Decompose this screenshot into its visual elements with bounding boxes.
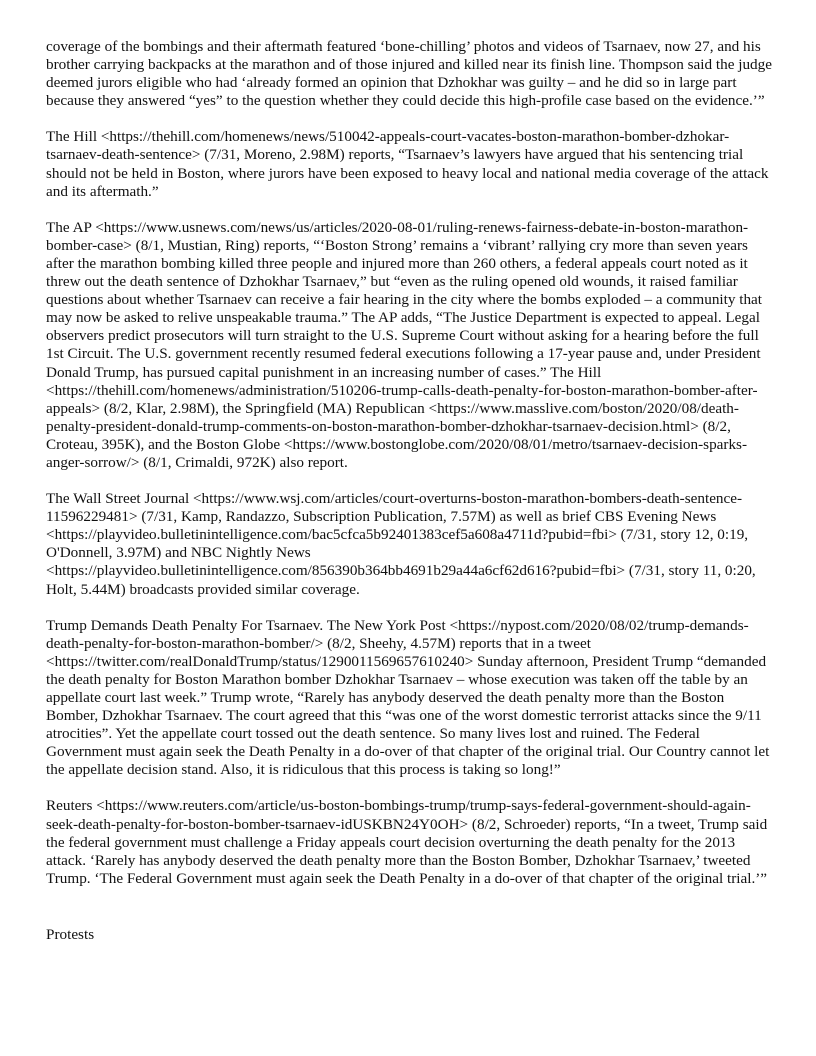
paragraph-the-hill-report: The Hill <https://thehill.com/homenews/news/510042-appeals-court-vacates-boston-marathon-bomber-dzhokar-tsarnaev-death-sentence> (7/31, Moreno, 2.98M) reports, “Tsarnaev’s lawyers have argued that his sentencing trial should not be held in Boston, where jurors have been exposed to heavy local and national media coverage of the attack and its aftermath.”	[46, 128, 769, 200]
section-heading-protests: Protests	[46, 925, 95, 943]
document-page	[46, 38, 776, 944]
paragraph-trump-demands-death-penalty: Trump Demands Death Penalty For Tsarnaev. The New York Post <https://nypost.com/2020/08/02/trump-demands-death-penalty-for-boston-marathon-bomber/> (8/2, Sheehy, 4.57M) reports that in a tweet <https://twitter.com/realDonaldTrump/status/1290011569657610240> Sunday afternoon, President Trump “demanded the death penalty for Boston Marathon bomber Dzhokhar Tsarnaev – whose execution was taken off the table by an appellate court last week.” Trump wrote, “Rarely has anybody deserved the death penalty more than the Boston Bomber, Dzhokhar Tsarnaev. The court agreed that this “was one of the worst domestic terrorist attacks since the 9/11 atrocities”. Yet the appellate court tossed out the death sentence. So many lives lost and ruined. The Federal Government must again seek the Death Penalty in a do-over of that chapter of the original trial. Our Country cannot let the appellate decision stand. Also, it is ridiculous that this process is taking so long!”	[46, 616, 770, 779]
paragraph-reuters-report: Reuters <https://www.reuters.com/article/us-boston-bombings-trump/trump-says-federal-government-should-again-seek-death-penalty-for-boston-bomber-tsarnaev-idUSKBN24Y0OH> (8/2, Schroeder) reports, “In a tweet, Trump said the federal government must challenge a Friday appeals court decision overturning the death penalty for the 2013 attack. ‘Rarely has anybody deserved the death penalty more than the Boston Bomber, Dzhokhar Tsarnaev,’ tweeted Trump. ‘The Federal Government must again seek the Death Penalty in a do-over of that chapter of the original trial.’”	[46, 797, 768, 887]
paragraph-coverage-continuation: coverage of the bombings and their aftermath featured ‘bone-chilling’ photos and videos of Tsarnaev, now 27, and his brother carrying backpacks at the marathon and of those injured and killed near its finish line. Thompson said the judge deemed jurors eligible who had ‘already formed an opinion that Dzhokhar was guilty – and he did so in large part because they answered “yes” to the question whether they could decide this high-profile case based on the evidence.’”	[46, 38, 772, 110]
paragraph-ap-report: The AP <https://www.usnews.com/news/us/articles/2020-08-01/ruling-renews-fairness-debate-in-boston-marathon-bomber-case> (8/1, Mustian, Ring) reports, “‘Boston Strong’ remains a ‘vibrant’ rallying cry more than seven years after the marathon bombing killed three people and injured more than 260 others, a federal appeals court noted as it threw out the death sentence of Dzhokhar Tsarnaev,” but “even as the ruling opened old wounds, it raised familiar questions about whether Tsarnaev can receive a fair hearing in the city where the bombs exploded – a community that may now be asked to relive unspeakable trauma.” The AP adds, “The Justice Department is expected to appeal. Legal observers predict prosecutors will turn straight to the U.S. Supreme Court without asking for a hearing before the full 1st Circuit. The U.S. government recently resumed federal executions following a 17-year pause and, under President Donald Trump, has pursued capital punishment in an increasing number of cases.” The Hill <https://thehill.com/homenews/administration/510206-trump-calls-death-penalty-for-boston-marathon-bomber-after-appeals> (8/2, Klar, 2.98M), the Springfield (MA) Republican <https://www.masslive.com/boston/2020/08/death-penalty-president-donald-trump-comments-on-boston-marathon-bomber-dzhokhar-tsarnaev-decision.html> (8/2, Croteau, 395K), and the Boston Globe <https://www.bostonglobe.com/2020/08/01/metro/tsarnaev-decision-sparks-anger-sorrow/> (8/1, Crimaldi, 972K) also report.	[46, 218, 763, 471]
paragraph-wsj-broadcast-coverage: The Wall Street Journal <https://www.wsj.com/articles/court-overturns-boston-marathon-bombers-death-sentence-11596229481> (7/31, Kamp, Randazzo, Subscription Publication, 7.57M) as well as brief CBS Evening News <https://playvideo.bulletinintelligence.com/bac5cfca5b92401383cef5a608a4711d?pubid=fbi> (7/31, story 12, 0:19, O'Donnell, 3.97M) and NBC Nightly News <https://playvideo.bulletinintelligence.com/856390b364bb4691b29a44a6cf62d616?pubid=fbi> (7/31, story 11, 0:20, Holt, 5.44M) broadcasts provided similar coverage.	[46, 490, 756, 598]
